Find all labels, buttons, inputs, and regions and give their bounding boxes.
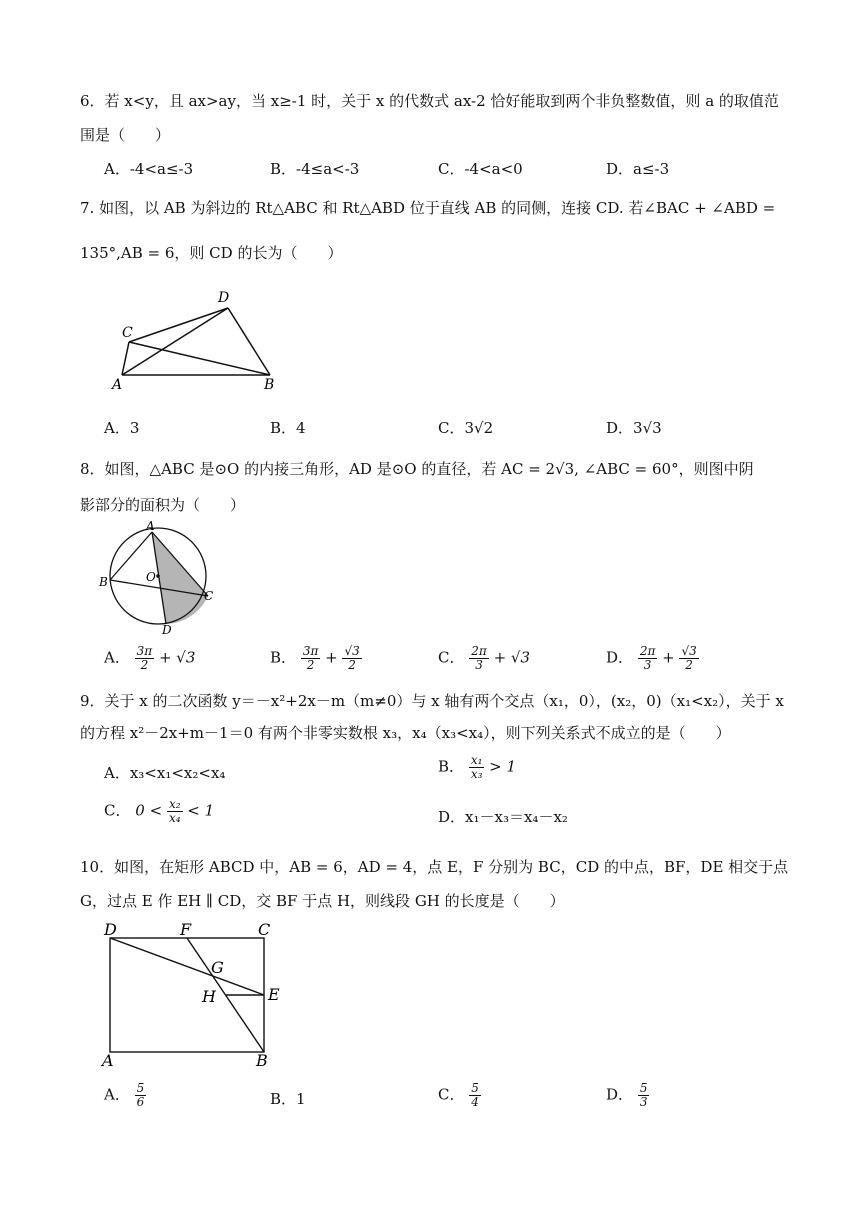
q8-option-c: C． $\frac{2\pi}{3}$ + √3 [438, 644, 531, 672]
q7-figure [110, 285, 290, 395]
q8-center-point [156, 574, 160, 578]
q10-label-e: E [268, 985, 280, 1004]
q9-option-a: A．x₃<x₁<x₂<x₄ [104, 764, 226, 782]
q10-stem-line1: 10．如图，在矩形 ABCD 中，AB = 6，AD = 4，点 E，F 分别为 BC，CD 的中点，BF，DE 相交于点 [80, 858, 789, 876]
q10-option-b: B．1 [270, 1090, 306, 1108]
q8-option-a: A． $\frac{3\pi}{2}$ + √3 [104, 644, 196, 672]
q7-stem-line1: 7. 如图，以 AB 为斜边的 Rt△ABC 和 Rt△ABD 位于直线 AB 的同侧，连接 CD. 若∠BAC + ∠ABD = [80, 199, 776, 217]
q6-stem-line1: 6．若 x<y，且 ax>ay，当 x≥-1 时，关于 x 的代数式 ax-2 恰好能取到两个非负整数值，则 a 的取值范 [80, 92, 779, 110]
q7-stem-line2: 135°,AB = 6，则 CD 的长为（ ） [80, 244, 343, 262]
q10-option-d: D． $\frac{5}{3}$ [606, 1081, 648, 1109]
q8-label-b: B [99, 575, 108, 589]
q10-label-h: H [202, 987, 216, 1006]
q10-label-f: F [180, 920, 192, 939]
q6-option-a: A．-4<a≤-3 [104, 160, 194, 178]
q8-option-b: B． $\frac{3\pi}{2}$ + $\frac{√3}{2}$ [270, 644, 360, 672]
q10-label-a: A [102, 1051, 114, 1068]
q8-label-a: A [146, 519, 155, 533]
q7-label-c: C [122, 325, 133, 341]
q8-label-o: O [146, 570, 156, 584]
q7-option-a: A．3 [104, 419, 140, 437]
q8-shaded-region [152, 532, 208, 624]
q10-label-c: C [258, 920, 271, 939]
q10-stem-line2: G，过点 E 作 EH ∥ CD，交 BF 于点 H，则线段 GH 的长度是（ ） [80, 892, 565, 910]
q7-option-b: B．4 [270, 419, 306, 437]
q9-stem-line2: 的方程 x²－2x+m－1＝0 有两个非零实数根 x₃，x₄（x₃<x₄），则下列关系式不成立的是（ ） [80, 724, 731, 742]
q9-option-d: D．x₁－x₃＝x₄－x₂ [438, 808, 568, 826]
q7-option-c: C．3√2 [438, 419, 494, 437]
q6-option-d: D．a≤-3 [606, 160, 670, 178]
q9-stem-line1: 9．关于 x 的二次函数 y＝－x²+2x－m（m≠0）与 x 轴有两个交点（x₁，0），(x₂，0)（x₁<x₂），关于 x [80, 692, 784, 710]
q10-label-g: G [211, 958, 224, 977]
q10-figure [98, 918, 298, 1068]
q8-label-d: D [162, 623, 172, 636]
q8-stem-line1: 8．如图，△ABC 是⊙O 的内接三角形，AD 是⊙O 的直径，若 AC = 2√3, ∠ABC = 60°，则图中阴 [80, 460, 754, 478]
q10-option-a: A． $\frac{5}{6}$ [104, 1081, 145, 1109]
q10-label-b: B [256, 1051, 268, 1068]
q10-label-d: D [104, 920, 117, 939]
q8-option-d: D． $\frac{2\pi}{3}$ + $\frac{√3}{2}$ [606, 644, 697, 672]
q9-option-b: B． $\frac{\text{x₁}}{\text{x₃}}$ > 1 [438, 753, 517, 781]
q8-stem-line2: 影部分的面积为（ ） [80, 496, 246, 514]
q7-option-d: D．3√3 [606, 419, 662, 437]
q6-option-b: B．-4≤a<-3 [270, 160, 360, 178]
q6-stem-line2: 围是（ ） [80, 126, 171, 144]
q7-label-b: B [264, 377, 275, 393]
q10-option-c: C． $\frac{5}{4}$ [438, 1081, 479, 1109]
q7-label-a: A [112, 377, 123, 393]
q9-option-c: C． 0 < $\frac{\text{x₂}}{\text{x₄}}$ < 1 [104, 797, 215, 825]
q6-option-c: C．-4<a<0 [438, 160, 523, 178]
q8-label-c: C [204, 589, 214, 603]
q7-label-d: D [218, 290, 230, 306]
q8-figure [96, 518, 220, 636]
